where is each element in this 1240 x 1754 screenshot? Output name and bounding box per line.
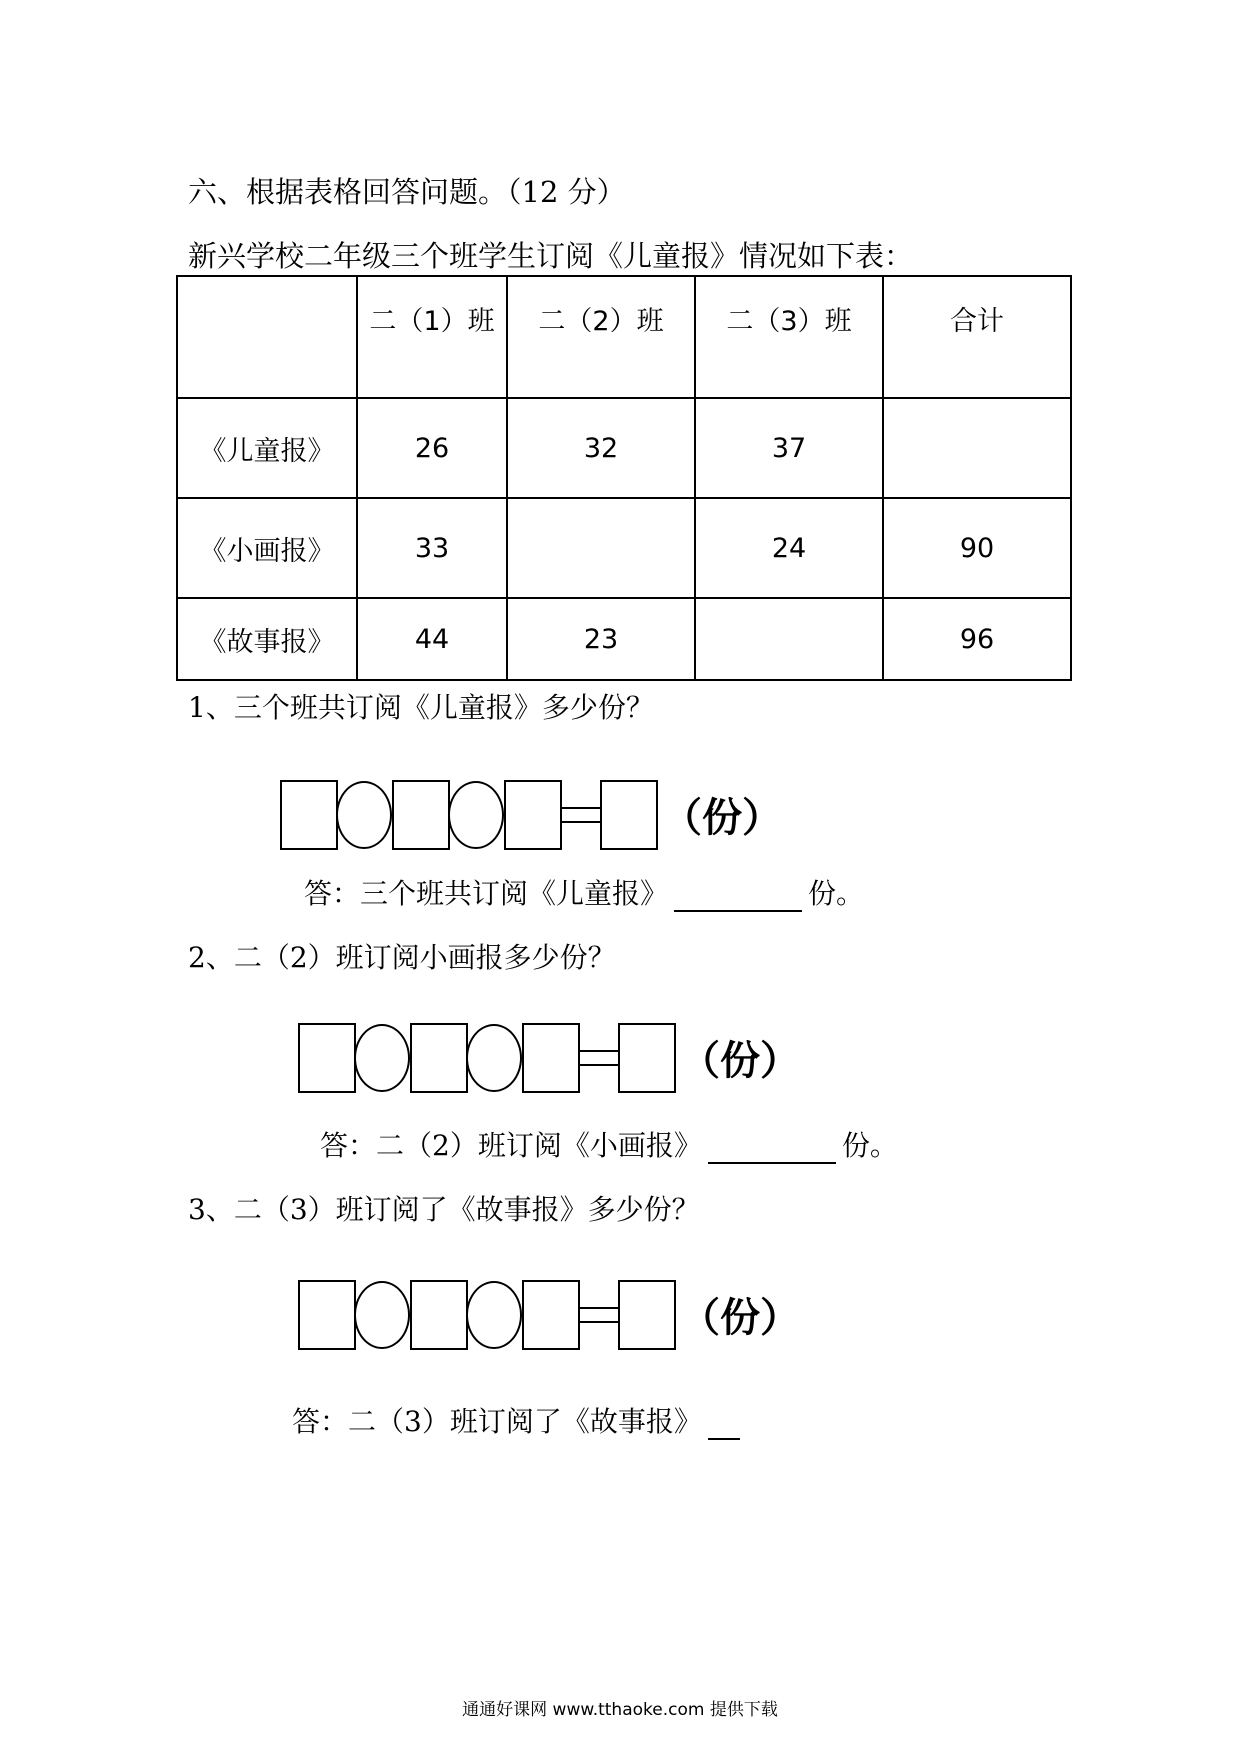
equals-sign (562, 821, 600, 823)
unit-label: （份） (680, 1038, 800, 1084)
table-cell: 44 (357, 598, 507, 680)
answer-box[interactable] (410, 1280, 468, 1350)
answer-box[interactable] (298, 1023, 356, 1093)
operator-circle[interactable] (466, 1024, 522, 1092)
table-cell (883, 398, 1071, 498)
equals-sign (580, 1064, 618, 1066)
answer-prefix: 答：三个班共订阅《儿童报》 (304, 877, 669, 910)
question-3: 3、二（3）班订阅了《故事报》多少份？ (188, 1193, 700, 1226)
question-2: 2、二（2）班订阅小画报多少份？ (188, 941, 616, 974)
answer-suffix: 份。 (808, 877, 865, 910)
answer-line-3 (292, 1400, 746, 1440)
unit-label: （份） (680, 1295, 800, 1341)
table-cell: 33 (357, 498, 507, 598)
table-header-row (177, 276, 1071, 398)
operator-circle[interactable] (336, 781, 392, 849)
answer-box[interactable] (280, 780, 338, 850)
answer-box[interactable] (298, 1280, 356, 1350)
answer-line-1 (304, 872, 864, 912)
table-cell: 23 (507, 598, 695, 680)
answer-line-2 (320, 1124, 898, 1164)
result-box[interactable] (618, 1280, 676, 1350)
table-row (177, 398, 1071, 498)
equals-sign (580, 1321, 618, 1323)
result-box[interactable] (600, 780, 658, 850)
answer-blank[interactable] (708, 1408, 740, 1440)
question-1: 1、三个班共订阅《儿童报》多少份？ (188, 691, 654, 724)
answer-box[interactable] (522, 1280, 580, 1350)
intro-text: 新兴学校二年级三个班学生订阅《儿童报》情况如下表： (188, 239, 914, 273)
equals-sign (562, 807, 600, 809)
result-box[interactable] (618, 1023, 676, 1093)
table-cell: 26 (357, 398, 507, 498)
unit-label: （份） (662, 795, 782, 841)
answer-box[interactable] (392, 780, 450, 850)
table-cell: 32 (507, 398, 695, 498)
operator-circle[interactable] (354, 1024, 410, 1092)
section-heading: 六、根据表格回答问题。（12 分） (188, 175, 626, 209)
table-header-cell: 二（3）班 (695, 276, 883, 398)
table-cell: 90 (883, 498, 1071, 598)
operator-circle[interactable] (466, 1281, 522, 1349)
subscription-table (176, 275, 1072, 681)
table-row (177, 598, 1071, 680)
table-header-cell: 二（2）班 (507, 276, 695, 398)
table-header-cell: 二（1）班 (357, 276, 507, 398)
table-cell: 37 (695, 398, 883, 498)
table-header-cell: 合计 (883, 276, 1071, 398)
table-cell: 96 (883, 598, 1071, 680)
row-label: 《故事报》 (177, 598, 357, 680)
equals-sign (580, 1307, 618, 1309)
equals-sign (580, 1050, 618, 1052)
answer-box[interactable] (504, 780, 562, 850)
operator-circle[interactable] (354, 1281, 410, 1349)
row-label: 《小画报》 (177, 498, 357, 598)
operator-circle[interactable] (448, 781, 504, 849)
row-label: 《儿童报》 (177, 398, 357, 498)
answer-prefix: 答：二（2）班订阅《小画报》 (320, 1129, 702, 1162)
answer-prefix: 答：二（3）班订阅了《故事报》 (292, 1405, 702, 1438)
table-header-cell (177, 276, 357, 398)
answer-blank[interactable] (674, 880, 802, 912)
footer-credit: 通通好课网 www.tthaoke.com 提供下载 (462, 1700, 778, 1720)
answer-box[interactable] (410, 1023, 468, 1093)
table-cell (695, 598, 883, 680)
table-cell (507, 498, 695, 598)
table-row (177, 498, 1071, 598)
answer-suffix: 份。 (841, 1129, 898, 1162)
answer-box[interactable] (522, 1023, 580, 1093)
table-cell: 24 (695, 498, 883, 598)
answer-blank[interactable] (708, 1132, 836, 1164)
